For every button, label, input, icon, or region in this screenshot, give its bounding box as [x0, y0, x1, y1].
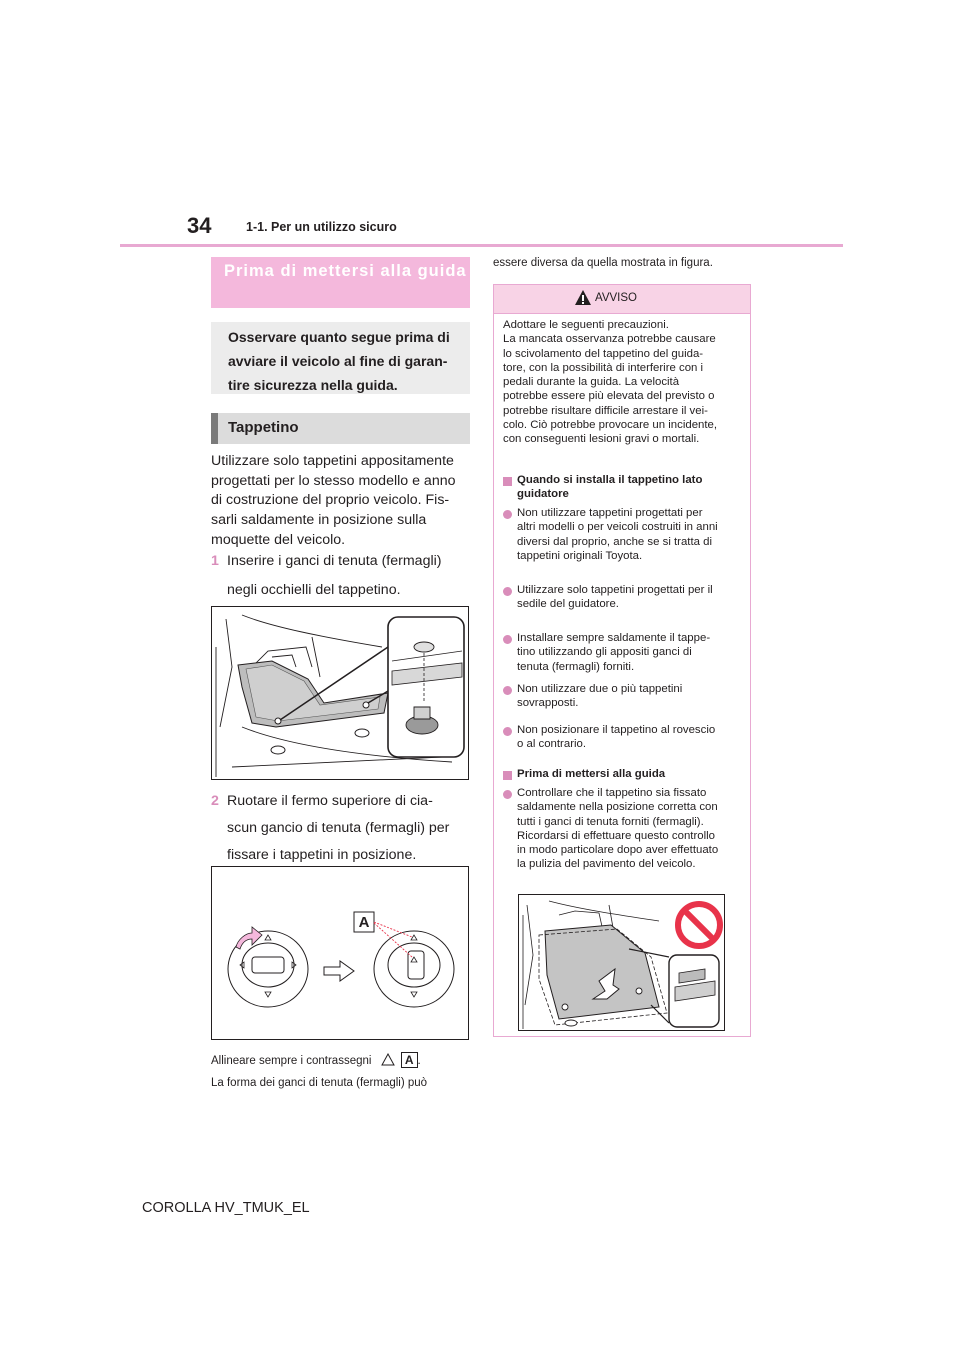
warning-bullet — [517, 631, 747, 674]
subsection-heading-text: Tappetino — [228, 419, 299, 436]
footer-model-code: COROLLA HV_TMUK_EL — [142, 1200, 310, 1216]
round-bullet-icon — [503, 727, 512, 736]
paragraph-line: moquette del veicolo. — [211, 531, 346, 548]
figure-label-a: A — [358, 914, 370, 931]
clip-rotation-illustration — [211, 866, 469, 1040]
step-number: 2 — [211, 793, 219, 809]
step-1 — [211, 549, 473, 602]
round-bullet-icon — [503, 686, 512, 695]
continuation-text: essere diversa da quella mostrata in figura. — [493, 257, 713, 269]
warning-line: potrebbe risultare difficile arrestare il vei- — [503, 404, 708, 417]
warning-heading-driver — [517, 473, 745, 502]
caption-text: Allineare sempre i contrassegni — [211, 1055, 372, 1067]
warning-heading-line: guidatore — [517, 488, 569, 501]
warning-line: potrebbe essere più elevata del previsto o — [503, 390, 715, 403]
bullet-line: tutti i ganci di tenuta forniti (fermagli). — [517, 815, 704, 828]
square-bullet-icon — [503, 771, 512, 780]
intro-line: tire sicurezza nella guida. — [228, 377, 398, 393]
bullet-line: in modo particolare dopo aver effettuato — [517, 844, 719, 857]
bullet-line: sedile del guidatore. — [517, 598, 619, 611]
warning-line: tore, con la possibilità di interferire con i — [503, 361, 704, 374]
warning-line: Adottare le seguenti precauzioni. — [503, 319, 669, 331]
warning-heading-line: Quando si installa il tappetino lato — [517, 474, 703, 486]
step-number: 1 — [211, 553, 219, 569]
warning-intro — [503, 318, 747, 447]
prohibited-mat-illustration — [518, 894, 725, 1031]
step-line: fissare i tappetini in posizione. — [227, 847, 417, 863]
bullet-line: sovrapposti. — [517, 697, 579, 710]
warning-line: La mancata osservanza potrebbe causare — [503, 333, 716, 346]
header-divider — [120, 244, 843, 247]
intro-box — [211, 322, 470, 394]
paragraph-line: sarli saldamente in posizione sulla — [211, 512, 427, 529]
warning-title: AVVISO — [595, 292, 637, 304]
warning-bullet — [517, 682, 747, 711]
step-line: Ruotare il fermo superiore di cia- — [227, 793, 433, 809]
step-2 — [211, 789, 473, 867]
section-heading-prima-guida — [211, 257, 470, 308]
round-bullet-icon — [503, 587, 512, 596]
bullet-line: saldamente nella posizione corretta con — [517, 801, 718, 814]
tappetino-paragraph — [211, 452, 473, 551]
bullet-line: Non posizionare il tappetino al rovescio — [517, 724, 716, 736]
step-line: negli occhielli del tappetino. — [227, 582, 401, 598]
bullet-line: Non utilizzare due o più tappetini — [517, 683, 683, 695]
bullet-line: Ricordarsi di effettuare questo controllo — [517, 829, 715, 842]
bullet-line: Utilizzare solo tappetini progettati per il — [517, 584, 713, 596]
caption-shape: La forma dei ganci di tenuta (fermagli) può — [211, 1077, 428, 1089]
round-bullet-icon — [503, 635, 512, 644]
bullet-line: altri modelli o per veicoli costruiti in anni — [517, 521, 718, 534]
square-bullet-icon — [503, 477, 512, 486]
step-line: scun gancio di tenuta (fermagli) per — [227, 820, 450, 836]
bullet-line: Controllare che il tappetino sia fissato — [517, 787, 707, 799]
clip-rotation-drawing — [212, 867, 468, 1039]
label-a-box: A — [401, 1052, 418, 1068]
round-bullet-icon — [503, 510, 512, 519]
section-title: 1-1. Per un utilizzo sicuro — [246, 220, 397, 234]
paragraph-line: di costruzione del proprio veicolo. Fis- — [211, 492, 450, 509]
step-line: Inserire i ganci di tenuta (fermagli) — [227, 553, 442, 569]
warning-line: pedali durante la guida. La velocità — [503, 376, 680, 389]
warning-bullet — [517, 723, 747, 752]
warning-line: con conseguenti lesioni gravi o mortali. — [503, 433, 700, 446]
round-bullet-icon — [503, 790, 512, 799]
warning-triangle-icon — [574, 289, 592, 306]
triangle-mark-icon — [381, 1053, 395, 1066]
bullet-line: tappetini originali Toyota. — [517, 549, 643, 562]
warning-heading-before-driving: Prima di mettersi alla guida — [517, 768, 666, 780]
paragraph-line: Utilizzare solo tappetini appositamente — [211, 453, 454, 469]
section-heading-text: Prima di mettersi alla guida — [224, 262, 467, 280]
bullet-line: Non utilizzare tappetini progettati per — [517, 507, 703, 519]
warning-line: lo scivolamento del tappetino del guida- — [503, 347, 704, 360]
caption-punctuation: . — [417, 1055, 421, 1067]
bullet-line: tenuta (fermagli) forniti. — [517, 660, 635, 673]
subsection-heading-tappetino — [211, 413, 470, 444]
warning-bullet — [517, 506, 747, 563]
warning-line: colo. Ciò potrebbe provocare un incidente, — [503, 419, 718, 432]
bullet-line: Installare sempre saldamente il tappe- — [517, 632, 711, 644]
bullet-line: tino utilizzando gli appositi ganci di — [517, 646, 692, 659]
warning-box — [493, 284, 751, 1037]
paragraph-line: progettati per lo stesso modello e anno — [211, 472, 456, 489]
prohibited-mat-drawing — [519, 895, 724, 1030]
floor-mat-install-illustration — [211, 606, 469, 780]
intro-line: avviare il veicolo al fine di garan- — [228, 353, 448, 369]
caption-align — [211, 1052, 421, 1068]
bullet-line: o al contrario. — [517, 738, 587, 751]
intro-line: Osservare quanto segue prima di — [228, 329, 450, 345]
warning-header — [494, 285, 750, 314]
warning-bullet — [517, 583, 747, 612]
warning-bullet — [517, 786, 747, 872]
bullet-line: diversi dal proprio, anche se si tratta di — [517, 535, 713, 548]
page-number: 34 — [187, 213, 212, 238]
bullet-line: la pulizia del pavimento del veicolo. — [517, 858, 696, 871]
floor-mat-drawing — [212, 607, 468, 779]
